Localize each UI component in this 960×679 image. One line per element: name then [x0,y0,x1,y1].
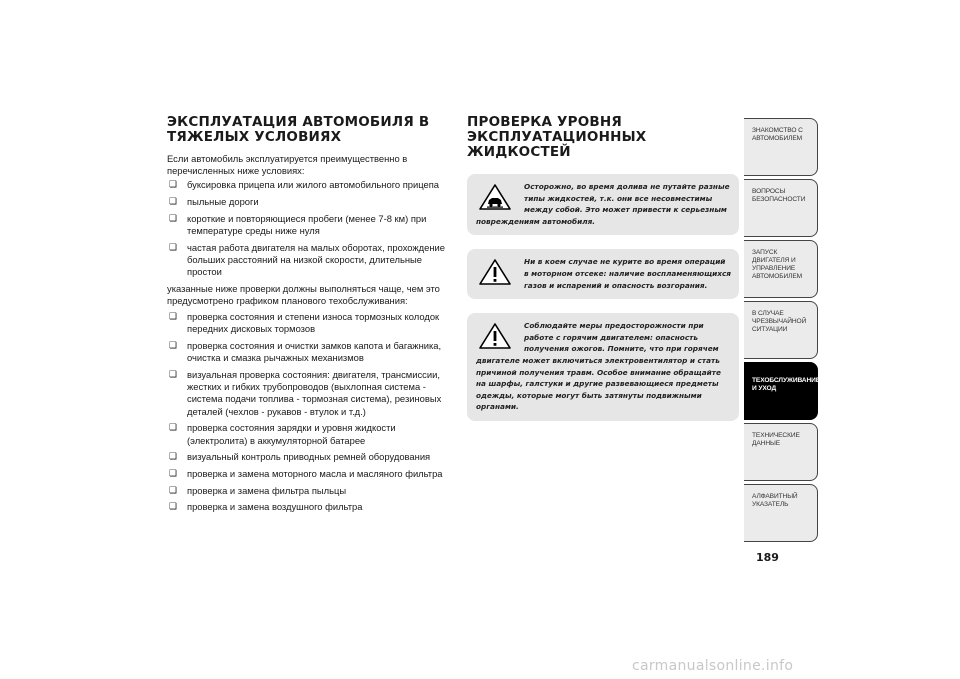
list-item: ❏ буксировка прицепа или жилого автомобильного прицепа [167,179,457,191]
list-item: ❏ проверка и замена воздушного фильтра [167,501,457,513]
tab-maintenance[interactable]: ТЕХОБСЛУЖИВАНИЕ И УХОД [744,362,818,420]
tab-starting-driving[interactable]: ЗАПУСК ДВИГАТЕЛЯ И УПРАВЛЕНИЕ АВТОМОБИЛЕМ [744,240,818,298]
list-item: ❏ визуальный контроль приводных ремней оборудования [167,451,457,463]
list-item: ❏ короткие и повторяющиеся пробеги (менее 7-8 км) при температуре среды ниже нуля [167,213,457,237]
page-number: 189 [756,551,779,564]
list-item: ❏ пыльные дороги [167,196,457,208]
chapter-tabs [744,118,821,545]
warning-text: Соблюдайте меры предосторожности при работе с горячим двигателем: опасность получения ожогов. Помните, что при горячем двигателе может включиться электровентилятор и стать причиной получения травм. Особое внимание обращайте на шарфы, галстуки и другие развевающиеся предметы одежды, которые могут быть затянуты подвижными органами. [476,321,721,412]
warning-text: Осторожно, во время долива не путайте разные типы жидкостей, т.к. они все несовместимы между собой. Это может привести к серьезным повреждениям автомобиля. [476,182,730,226]
warning-box [467,313,739,421]
tab-intro[interactable]: ЗНАКОМСТВО С АВТОМОБИЛЕМ [744,118,818,176]
tab-safety[interactable]: ВОПРОСЫ БЕЗОПАСНОСТИ [744,179,818,237]
tab-technical-data[interactable]: ТЕХНИЧЕСКИЕ ДАННЫЕ [744,423,818,481]
list-item: ❏ проверка состояния и степени износа тормозных колодок передних дисковых тормозов [167,311,457,335]
warning-box [467,249,739,299]
warning-triangle-icon [478,258,512,286]
list-item: ❏ проверка состояния и очистки замков капота и багажника, очистка и смазка рычажных механизмов [167,340,457,364]
car-lift-warning-icon [478,183,512,211]
section-title: ПРОВЕРКА УРОВНЯ ЭКСПЛУАТАЦИОННЫХ ЖИДКОСТЕЙ [467,114,647,160]
list-item: ❏ визуальная проверка состояния: двигателя, трансмиссии, жестких и гибких трубопроводов (выхлопная система - система подачи топлива - тормозная система), резиновых деталей (чехлов - рукавов - втулок и т.д.) [167,369,457,418]
checks-list [167,311,457,513]
warning-box [467,174,739,235]
middle-text: указанные ниже проверки должны выполняться чаще, чем это предусмотрено графиком планового техобслуживания: [167,282,440,307]
list-item: ❏ проверка состояния зарядки и уровня жидкости (электролита) в аккумуляторной батарее [167,422,457,446]
list-item: ❏ проверка и замена моторного масла и масляного фильтра [167,468,457,480]
watermark: carmanualsonline.info [632,658,794,674]
warning-text: Ни в коем случае не курите во время операций в моторном отсеке: наличие воспламеняющихся газов и испарений и опасность возгорания. [524,257,731,290]
intro-text: Если автомобиль эксплуатируется преимущественно в перечисленных ниже условиях: [167,153,408,177]
warning-triangle-icon [478,322,512,350]
tab-emergency[interactable]: В СЛУЧАЕ ЧРЕЗВЫЧАЙНОЙ СИТУАЦИИ [744,301,818,359]
right-column [467,115,739,435]
list-item: ❏ проверка и замена фильтра пыльцы [167,485,457,497]
tab-index[interactable]: АЛФАВИТНЫЙ УКАЗАТЕЛЬ [744,484,818,542]
conditions-list [167,179,457,278]
list-item: ❏ частая работа двигателя на малых оборотах, прохождение больших расстояний на низкой скорости, длительные простои [167,242,457,279]
left-column [167,115,457,518]
section-title: ЭКСПЛУАТАЦИЯ АВТОМОБИЛЯ В ТЯЖЕЛЫХ УСЛОВИЯХ [167,114,430,145]
